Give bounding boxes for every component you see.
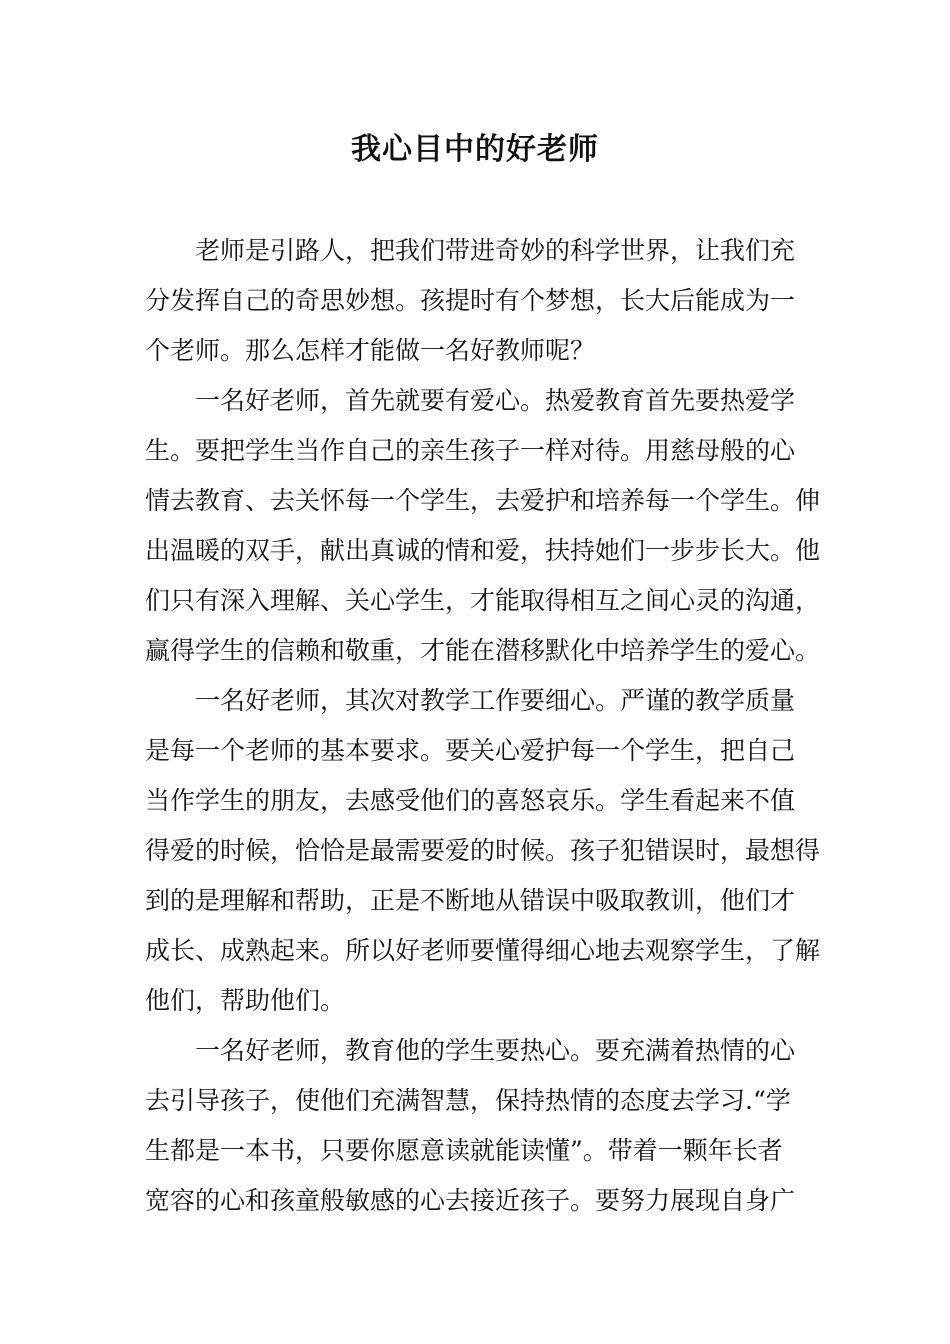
text-line: 情去教育、去关怀每一个学生，去爱护和培养每一个学生。伸 <box>145 486 821 515</box>
text-line: 到的是理解和帮助，正是不断地从错误中吸取教训，他们才 <box>145 886 796 915</box>
paragraph-2 <box>145 376 821 676</box>
text-line: 他们，帮助他们。 <box>145 986 346 1015</box>
text-line: 生。要把学生当作自己的亲生孩子一样对待。用慈母般的心 <box>145 436 796 465</box>
text-line: 宽容的心和孩童般敏感的心去接近孩子。要努力展现自身广 <box>145 1186 796 1215</box>
paragraph-3 <box>145 676 821 1026</box>
text-line: 出温暖的双手，献出真诚的情和爱，扶持她们一步步长大。他 <box>145 536 821 565</box>
text-line: 老师是引路人，把我们带进奇妙的科学世界，让我们充 <box>195 236 796 265</box>
document-title: 我心目中的好老师 <box>351 132 599 167</box>
text-line: 分发挥自己的奇思妙想。孩提时有个梦想，长大后能成为一 <box>145 286 796 315</box>
text-line: 一名好老师，首先就要有爱心。热爱教育首先要热爱学 <box>195 386 796 415</box>
paragraph-1 <box>145 226 810 376</box>
text-line: 得爱的时候，恰恰是最需要爱的时候。孩子犯错误时，最想得 <box>145 836 821 865</box>
text-line: 是每一个老师的基本要求。要关心爱护每一个学生，把自己 <box>145 736 796 765</box>
paragraph-4 <box>145 1026 810 1226</box>
text-line: 当作学生的朋友，去感受他们的喜怒哀乐。学生看起来不值 <box>145 786 796 815</box>
text-line: 去引导孩子，使他们充满智慧，保持热情的态度去学习.“学 <box>145 1086 791 1115</box>
text-line: 一名好老师，教育他的学生要热心。要充满着热情的心 <box>195 1036 796 1065</box>
text-line: 生都是一本书，只要你愿意读就能读懂”。带着一颗年长者 <box>145 1136 783 1165</box>
text-line: 们只有深入理解、关心学生，才能取得相互之间心灵的沟通， <box>145 586 821 615</box>
text-line: 赢得学生的信赖和敬重，才能在潜移默化中培养学生的爱心。 <box>145 636 821 665</box>
text-line: 一名好老师，其次对教学工作要细心。严谨的教学质量 <box>195 686 796 715</box>
text-line: 个老师。那么怎样才能做一名好教师呢？ <box>145 336 596 365</box>
text-line: 成长、成熟起来。所以好老师要懂得细心地去观察学生，了解 <box>145 936 821 965</box>
document-body <box>145 226 821 1226</box>
